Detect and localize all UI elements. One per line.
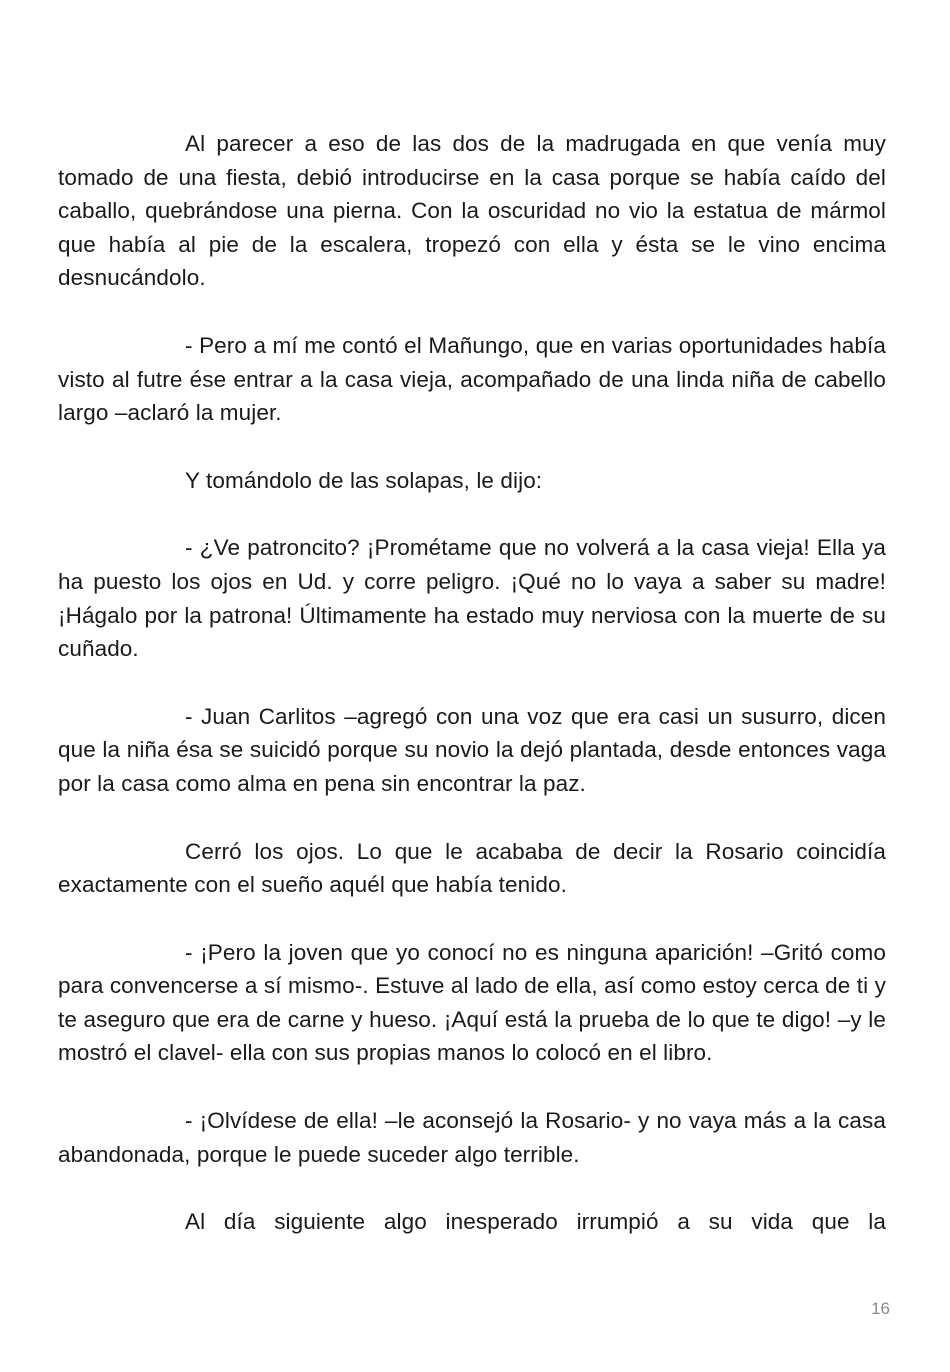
paragraph: Y tomándolo de las solapas, le dijo: — [185, 467, 543, 493]
paragraph: - ¡Olvídese de ella! –le aconsejó la Rosario- y no vaya más a la casa abandonada, porque le puede suceder algo terrible. — [58, 1108, 886, 1167]
paragraph: Al día siguiente algo inesperado irrumpió a su vida que la — [185, 1209, 886, 1235]
body-text — [58, 127, 886, 1273]
paragraph: Al parecer a eso de las dos de la madrugada en que venía muy tomado de una fiesta, debió introducirse en la casa porque se había caído del caballo, quebrándose una pierna. Con la oscuridad no vio la estatua de mármol que había al pie de la escalera, tropezó con ella y ésta se le vino encima desnucándolo. — [58, 131, 886, 291]
paragraph: - Pero a mí me contó el Mañungo, que en varias oportunidades había visto al futre ése entrar a la casa vieja, acompañado de una linda niña de cabello largo –aclaró la mujer. — [58, 332, 886, 426]
page-number: 16 — [871, 1299, 890, 1318]
paragraph: - Juan Carlitos –agregó con una voz que era casi un susurro, dicen que la niña ésa se suicidó porque su novio la dejó plantada, desde entonces vaga por la casa como alma en pena sin encontrar la paz. — [58, 703, 886, 796]
paragraph: Cerró los ojos. Lo que le acababa de decir la Rosario coincidía exactamente con el sueño aquél que había tenido. — [58, 838, 886, 898]
paragraph: - ¿Ve patroncito? ¡Prométame que no volverá a la casa vieja! Ella ya ha puesto los ojos en Ud. y corre peligro. ¡Qué no lo vaya a saber su madre! ¡Hágalo por la patrona! Últimamente ha estado muy nerviosa con la muerte de su cuñado. — [58, 535, 886, 662]
paragraph: - ¡Pero la joven que yo conocí no es ninguna aparición! –Gritó como para convencerse a sí mismo-. Estuve al lado de ella, así como estoy cerca de ti y te aseguro que era de carne y hueso. ¡Aquí está la prueba de lo que te digo! –y le mostró el clavel- ella con sus propias manos lo colocó en el libro. — [58, 939, 886, 1066]
